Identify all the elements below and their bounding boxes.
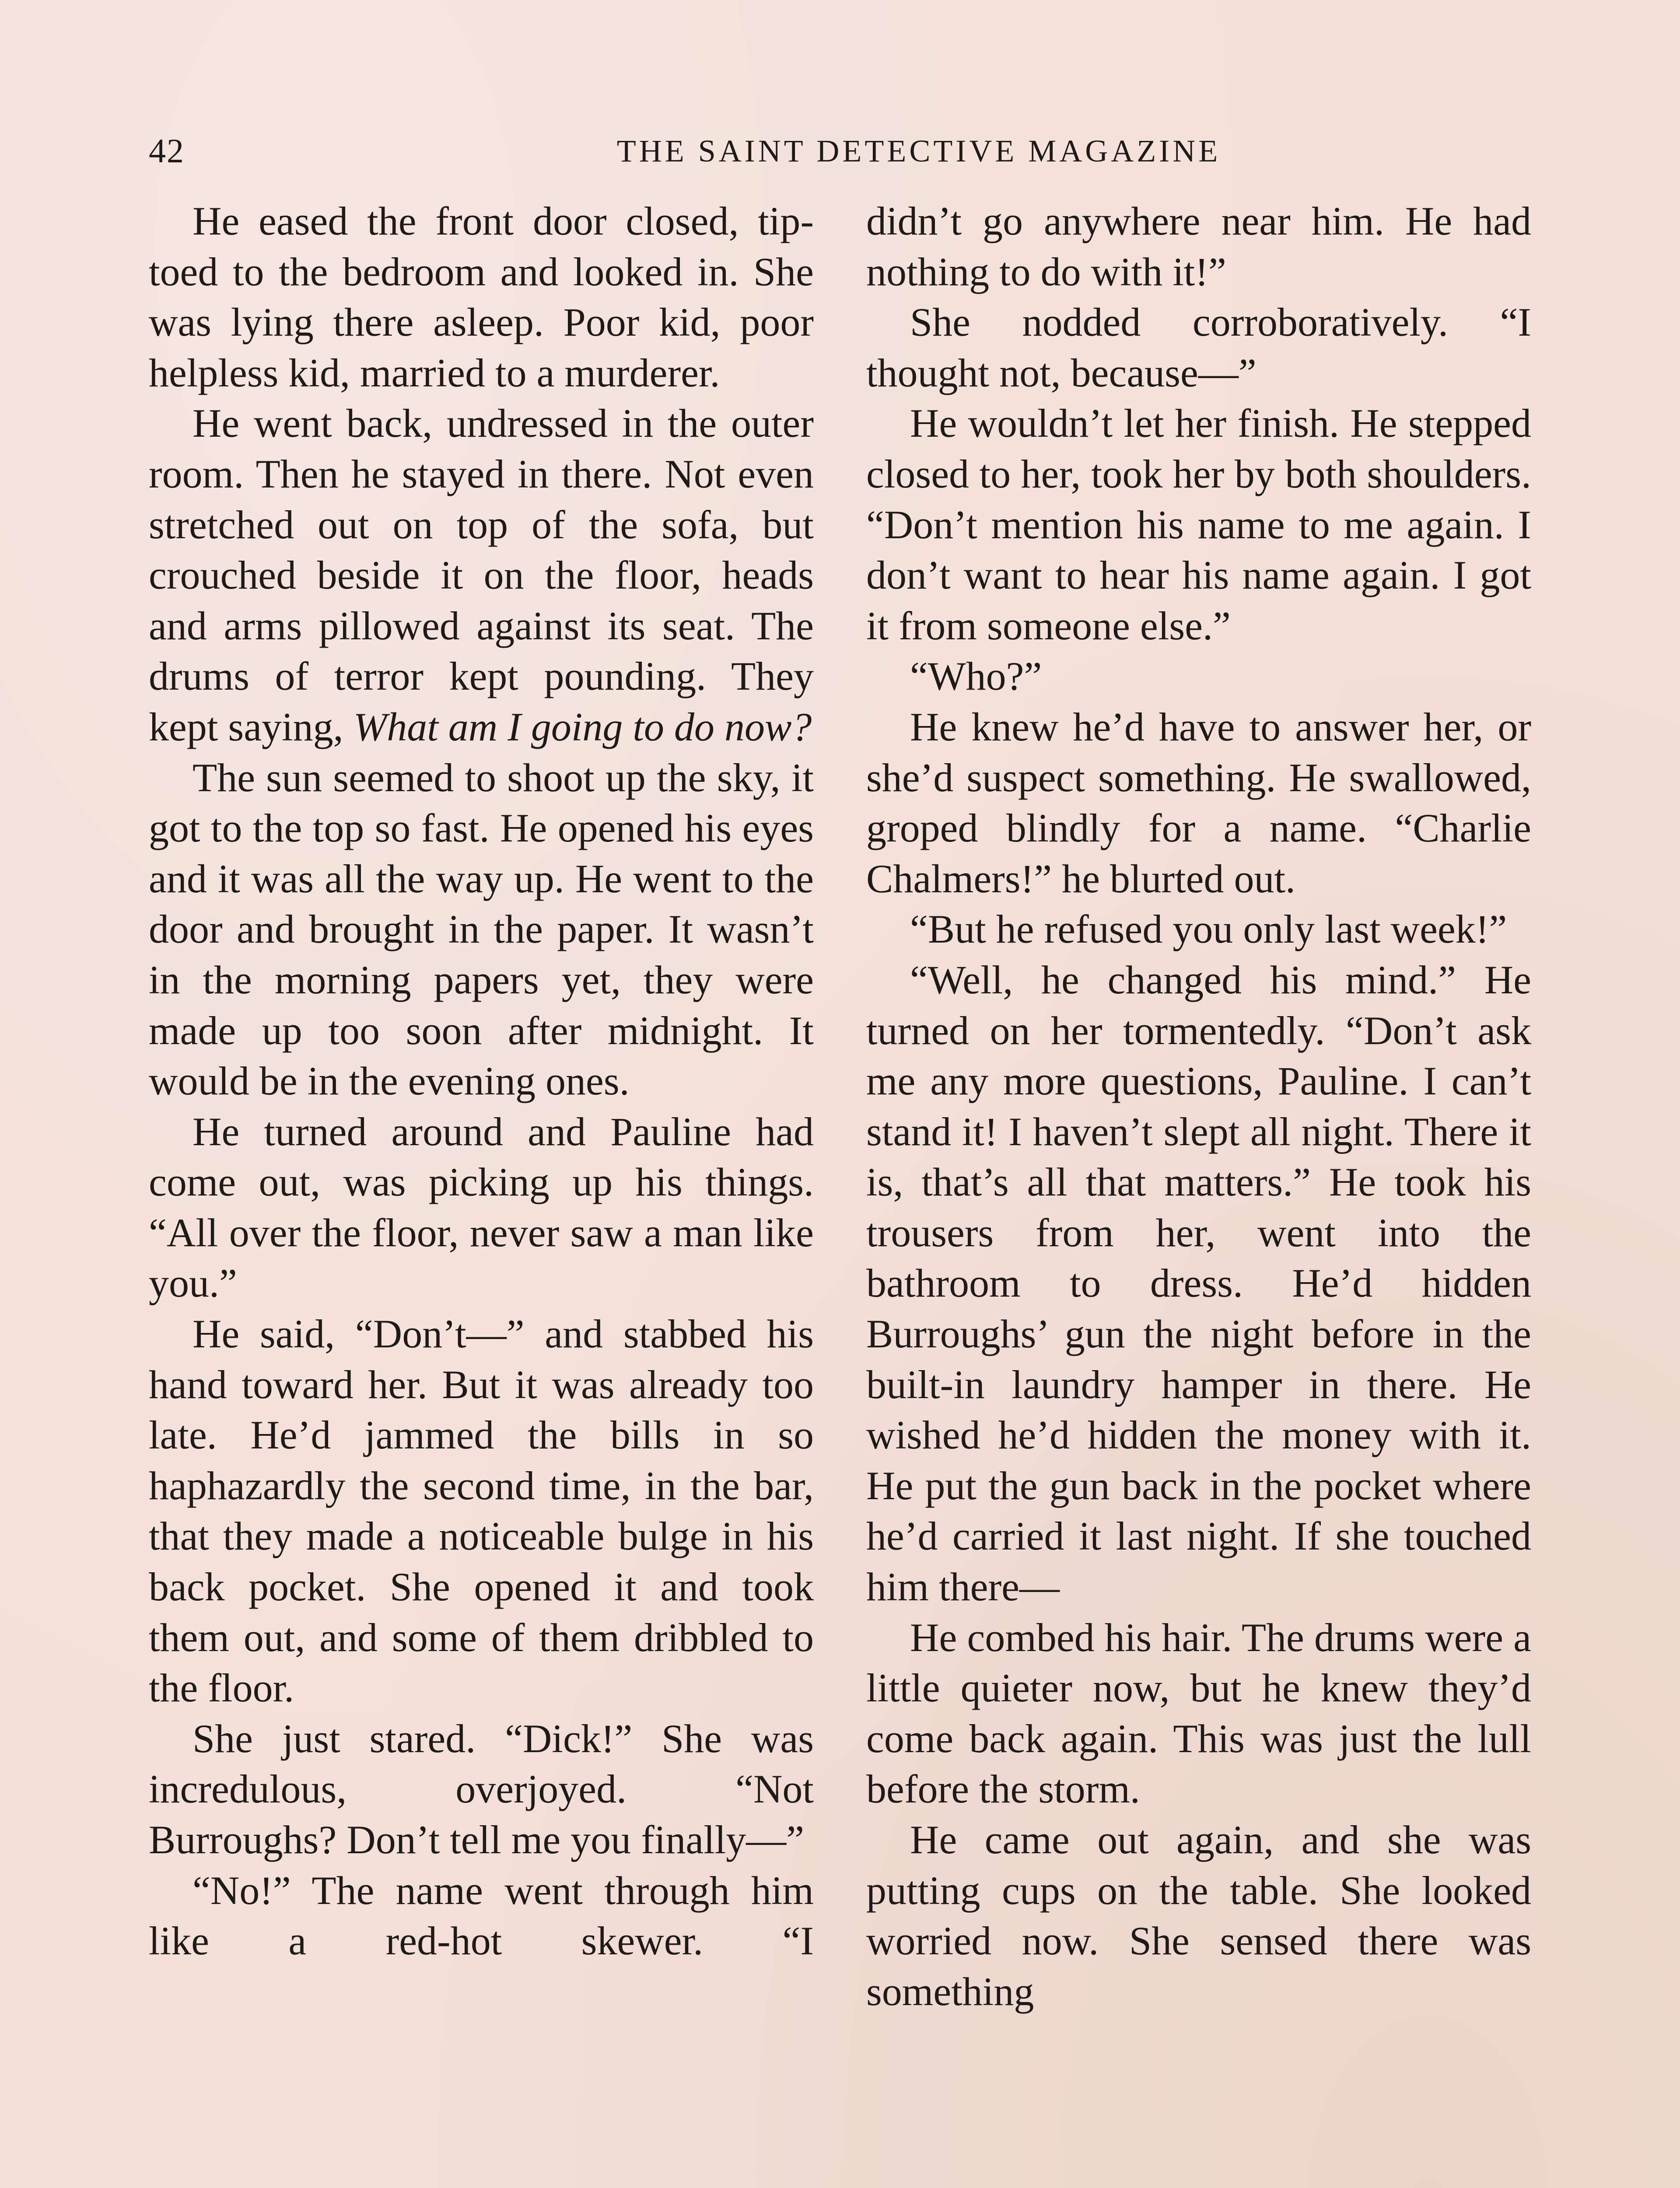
paragraph: He said, “Don’t—” and stabbed his hand toward her. But it was already too late. He’d jammed the bills in so haphazardly the second time, in the bar, that they made a noticeable bulge in his back pocket. She opened it and took them out, and some of them dribbled to the floor. [149,1311,814,1711]
running-title: THE SAINT DETECTIVE MAGAZINE [616,133,1221,168]
paragraph: She nodded corroboratively. “I thought not, because—” [866,300,1531,395]
paragraph: He wouldn’t let her finish. He stepped closed to her, took her by both shoulders. “Don’t mention his name to me again. I don’t want to hear his name again. I got it from someone else.” [866,401,1531,648]
paragraph: He came out again, and she was putting cups on the table. She looked worried now. She sensed there was something [866,1817,1531,2014]
page-header [149,127,1549,179]
paragraph: The sun seemed to shoot up the sky, it got to the top so fast. He opened his eyes and it was all the way up. He went to the door and brought in the paper. It wasn’t in the morning papers yet, they were made up too soon after midnight. It would be in the evening ones. [149,755,814,1104]
paragraph: He combed his hair. The drums were a little quieter now, but he knew they’d come back again. This was just the lull before the storm. [866,1615,1531,1812]
paragraph: “Who?” [910,654,1042,699]
page-number: 42 [149,132,185,170]
paragraph: He turned around and Pauline had come out, was picking up his things. “All over the floor, never saw a man like you.” [149,1109,814,1306]
paragraph-text: He went back, undressed in the outer room. Then he stayed in there. Not even stretched out on top of the sofa, but crouched beside it on the floor, heads and arms pillowed against its seat. The drums of terror kept pounding. They kept saying, [149,401,814,749]
paragraph [149,398,814,752]
paragraph: “But he refused you only last week!” [910,907,1507,952]
right-column [866,196,1531,2017]
left-column [149,196,814,1967]
italic-thought: What am I going to do now? [353,704,812,749]
paragraph: He knew he’d have to answer her, or she’d suspect something. He swallowed, groped blindly for a name. “Charlie Chalmers!” he blurted out. [866,704,1531,901]
paragraph: “Well, he changed his mind.” He turned on her tormentedly. “Don’t ask me any more questions, Pauline. I can’t stand it! I haven’t slept all night. There it is, that’s all that matters.” He took his trousers from her, went into the bathroom to dress. He’d hidden Burroughs’ gun the night before in the built-in laundry hamper in there. He wished he’d hidden the money with it. He put the gun back in the pocket where he’d carried it last night. If she touched him there— [866,957,1531,1609]
paragraph: He eased the front door closed, tip-toed to the bedroom and looked in. She was lying there asleep. Poor kid, poor helpless kid, married to a murderer. [149,199,814,395]
paragraph: didn’t go anywhere near him. He had nothing to do with it!” [866,199,1531,294]
paragraph: “No!” The name went through him like a red-hot skewer. “I [149,1868,814,1964]
paragraph: She just stared. “Dick!” She was incredulous, overjoyed. “Not Burroughs? Don’t tell me you finally—” [149,1716,814,1862]
